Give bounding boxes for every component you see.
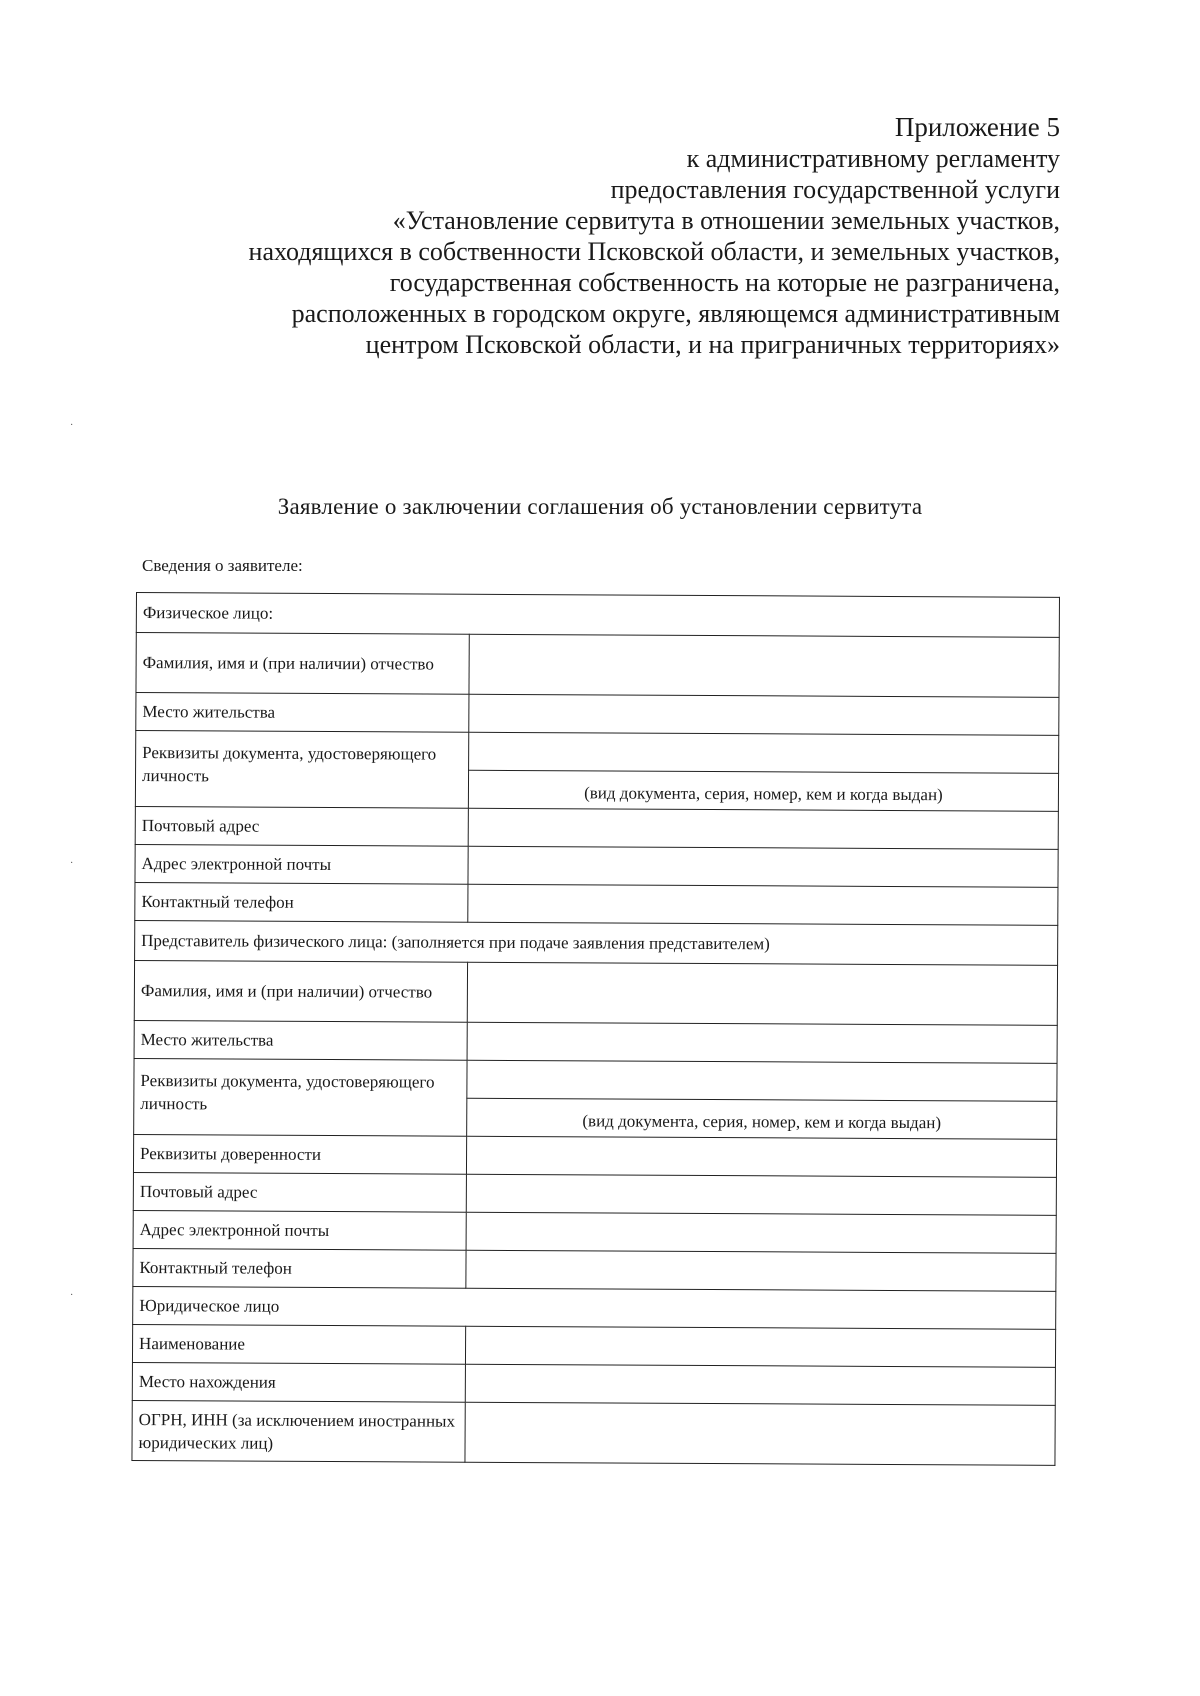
application-form-table [131, 592, 1060, 1466]
scan-speck: · [70, 420, 74, 431]
field-individual-email[interactable] [468, 846, 1058, 887]
header-line: к административному регламенту [686, 144, 1060, 173]
caption-individual-id-document: (вид документа, серия, номер, кем и когда выдан) [468, 770, 1058, 811]
header-line: государственная собственность на которые не разграничена, [389, 268, 1060, 297]
label-legal-entity-name: Наименование [132, 1324, 465, 1364]
scan-speck: · [70, 1290, 74, 1301]
caption-representative-id-document: (вид документа, серия, номер, кем и когда выдан) [467, 1098, 1057, 1139]
label-representative-residence: Место жительства [134, 1020, 467, 1060]
field-legal-entity-name[interactable] [465, 1326, 1055, 1367]
field-legal-entity-location[interactable] [465, 1364, 1055, 1405]
document-title: Заявление о заключении соглашения об установлении сервитута [277, 494, 923, 519]
label-individual-full-name: Фамилия, имя и (при наличии) отчество [136, 633, 469, 695]
label-representative-phone: Контактный телефон [133, 1248, 466, 1288]
applicant-info-label: Сведения о заявителе: [142, 556, 303, 575]
field-individual-id-document[interactable] [469, 732, 1059, 773]
field-individual-residence[interactable] [469, 694, 1059, 735]
label-individual-email: Адрес электронной почты [135, 844, 468, 884]
field-representative-phone[interactable] [466, 1250, 1056, 1291]
label-legal-entity-ogrn-inn: ОГРН, ИНН (за исключением иностранных юридических лиц) [132, 1400, 465, 1462]
label-individual-id-document: Реквизиты документа, удостоверяющего личность [135, 731, 468, 809]
header-line: «Установление сервитута в отношении земельных участков, [392, 206, 1060, 235]
field-representative-postal-address[interactable] [466, 1174, 1056, 1215]
field-representative-power-of-attorney[interactable] [466, 1136, 1056, 1177]
label-representative-full-name: Фамилия, имя и (при наличии) отчество [134, 960, 467, 1022]
header-line: центром Псковской области, и на приграничных территориях» [365, 330, 1060, 359]
field-representative-email[interactable] [466, 1212, 1056, 1253]
section-individual: Физическое лицо: [136, 593, 1059, 638]
label-representative-power-of-attorney: Реквизиты доверенности [133, 1134, 466, 1174]
header-line: расположенных в городском округе, являющемся административным [291, 299, 1060, 328]
header-line: находящихся в собственности Псковской области, и земельных участков, [248, 237, 1060, 266]
field-individual-postal-address[interactable] [468, 808, 1058, 849]
field-legal-entity-ogrn-inn[interactable] [465, 1402, 1055, 1465]
document-header [100, 112, 1060, 360]
label-individual-phone: Контактный телефон [135, 882, 468, 922]
appendix-number: Приложение 5 [894, 112, 1060, 142]
label-representative-email: Адрес электронной почты [133, 1210, 466, 1250]
field-representative-residence[interactable] [467, 1022, 1057, 1063]
field-representative-id-document[interactable] [467, 1060, 1057, 1101]
field-individual-full-name[interactable] [469, 634, 1059, 697]
label-individual-residence: Место жительства [136, 693, 469, 733]
field-individual-phone[interactable] [468, 884, 1058, 925]
label-individual-postal-address: Почтовый адрес [135, 806, 468, 846]
field-representative-full-name[interactable] [467, 962, 1057, 1025]
label-representative-id-document: Реквизиты документа, удостоверяющего личность [134, 1058, 467, 1136]
label-representative-postal-address: Почтовый адрес [133, 1172, 466, 1212]
header-line: предоставления государственной услуги [610, 175, 1060, 204]
section-legal-entity: Юридическое лицо [133, 1286, 1056, 1329]
section-representative: Представитель физического лица: (заполняется при подаче заявления представителем) [135, 920, 1058, 965]
scan-speck: · [70, 858, 74, 869]
label-legal-entity-location: Место нахождения [132, 1362, 465, 1402]
